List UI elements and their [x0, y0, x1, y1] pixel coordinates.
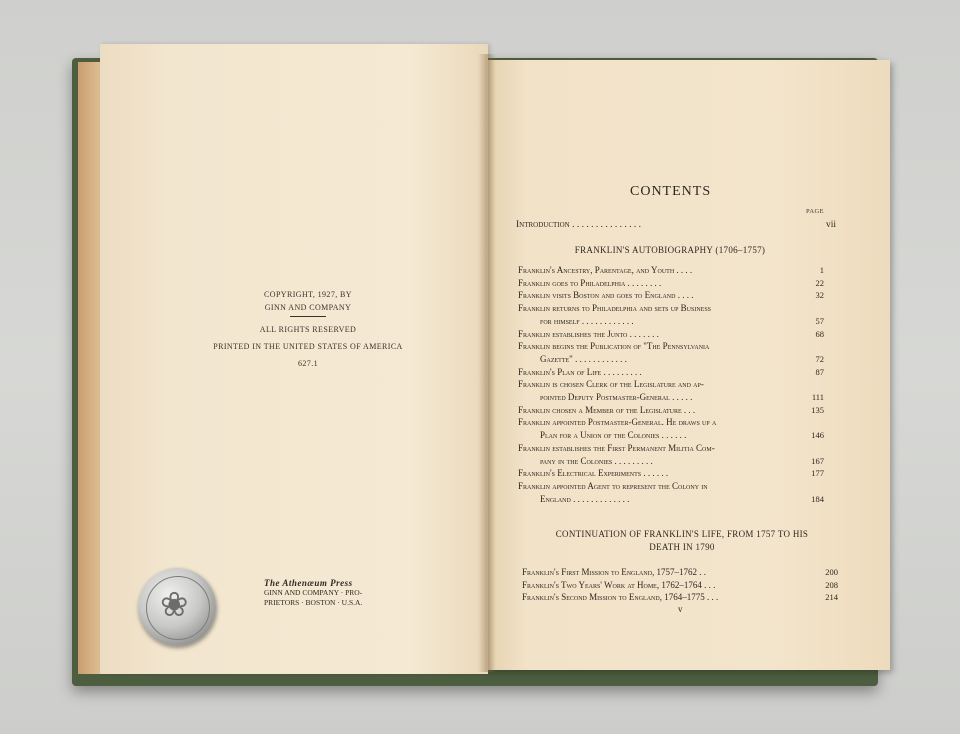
toc-entry — [518, 378, 824, 403]
quarter-coin — [138, 568, 216, 646]
toc-entry-text: pointed Deputy Postmaster-General . . . . . — [540, 392, 693, 403]
toc-entry-page: 72 — [815, 353, 824, 364]
toc-entry-page: 22 — [815, 277, 824, 288]
toc-entry-page: 32 — [815, 290, 824, 301]
section-heading-line: CONTINUATION OF FRANKLIN'S LIFE, FROM 1757 TO HIS — [555, 529, 809, 539]
section-heading — [522, 528, 842, 554]
copyright-line: COPYRIGHT, 1927, BY — [264, 290, 352, 299]
toc-entry-page: 111 — [811, 392, 824, 403]
toc-entry — [518, 277, 824, 290]
toc-entry-text: Franklin chosen a Member of the Legislature . . . — [518, 404, 696, 415]
toc-entry — [518, 302, 824, 327]
press-title: The Athenæum Press — [264, 578, 353, 588]
toc-entry-text: Plan for a Union of the Colonies . . . . . . — [540, 430, 687, 441]
section-heading: FRANKLIN'S AUTOBIOGRAPHY (1706–1757) — [574, 245, 766, 255]
toc-entry — [518, 340, 824, 365]
toc-entry-text: for himself . . . . . . . . . . . . — [540, 315, 634, 326]
toc-entry-text: Franklin's Two Years' Work at Home, 1762–1764 . . . — [522, 579, 716, 590]
press-line: GINN AND COMPANY · PRO- — [264, 588, 363, 597]
book-gutter — [478, 54, 496, 672]
toc-entry-text: Franklin establishes the Junto . . . . . . . — [518, 328, 659, 339]
toc-entry-page: 68 — [815, 328, 824, 339]
toc-entry — [518, 328, 824, 341]
press-imprint — [264, 578, 362, 608]
publisher-name: GINN AND COMPANY — [264, 303, 352, 312]
toc-entry-text: Franklin is chosen Clerk of the Legislature and ap- — [518, 379, 704, 390]
toc-list-autobiography — [518, 264, 824, 505]
press-line: PRIETORS · BOSTON · U.S.A. — [264, 598, 363, 607]
toc-entry-page: 1 — [819, 265, 824, 275]
printed-notice: PRINTED IN THE UNITED STATES OF AMERICA — [213, 342, 403, 351]
page-number: v — [678, 604, 683, 614]
toc-entry-text: England . . . . . . . . . . . . . — [540, 493, 630, 504]
toc-entry — [522, 566, 838, 579]
toc-entry-text: Franklin's Electrical Experiments . . . . . . — [518, 468, 669, 479]
toc-entry — [518, 480, 824, 505]
section-heading-line: DEATH IN 1790 — [649, 542, 715, 552]
eagle-icon: ❀ — [160, 587, 189, 624]
toc-entry-text: Franklin establishes the First Permanent Militia Com- — [518, 442, 715, 453]
toc-entry-label: Introduction . . . . . . . . . . . . . . . — [516, 220, 641, 230]
copyright-block — [202, 288, 414, 370]
toc-entry-text: Franklin begins the Publication of "The Pennsylvania — [518, 341, 710, 352]
toc-entry-page: 177 — [811, 468, 824, 479]
toc-entry-text: Franklin's First Mission to England, 1757–1762 . . — [522, 567, 707, 577]
toc-entry-page: 167 — [811, 455, 824, 466]
toc-entry-page: vii — [825, 220, 836, 230]
toc-entry-text: Franklin's Second Mission to England, 1764–1775 . . . — [522, 592, 719, 603]
toc-entry — [518, 366, 824, 379]
toc-entry — [518, 264, 824, 277]
toc-entry — [518, 467, 824, 480]
toc-entry-text: Franklin visits Boston and goes to England . . . . — [518, 290, 694, 301]
toc-entry-page: 135 — [811, 404, 824, 415]
toc-entry-page: 146 — [811, 430, 824, 441]
toc-entry-text: Franklin returns to Philadelphia and sets up Business — [518, 303, 711, 314]
catalog-code: 627.1 — [298, 359, 318, 368]
toc-entry — [522, 591, 838, 604]
toc-entry-text: Franklin's Ancestry, Parentage, and Youth . . . . — [518, 265, 693, 275]
page-column-label: PAGE — [806, 208, 824, 215]
toc-entry-page: 57 — [815, 315, 824, 326]
toc-entry-text: Franklin's Plan of Life . . . . . . . . . — [518, 366, 642, 377]
toc-entry-text: Franklin appointed Agent to represent the Colony in — [518, 480, 708, 491]
contents-title: CONTENTS — [630, 184, 712, 199]
toc-list-continuation — [522, 566, 838, 604]
toc-entry — [518, 416, 824, 441]
toc-entry-page: 184 — [811, 493, 824, 504]
rights-notice: ALL RIGHTS RESERVED — [259, 325, 357, 334]
toc-entry-text: Franklin goes to Philadelphia . . . . . . . . — [518, 277, 662, 288]
toc-entry-text: Franklin appointed Postmaster-General. He draws up a — [518, 417, 717, 428]
toc-entry — [518, 442, 824, 467]
toc-entry-page: 200 — [825, 567, 838, 577]
toc-entry-page: 87 — [815, 366, 824, 377]
toc-entry — [518, 404, 824, 417]
toc-entry-text: pany in the Colonies . . . . . . . . . — [540, 455, 653, 466]
toc-introduction — [516, 220, 836, 230]
toc-entry — [518, 289, 824, 302]
toc-entry-text: Gazette" . . . . . . . . . . . . — [540, 353, 627, 364]
toc-entry-page: 214 — [825, 592, 838, 603]
toc-entry-page: 208 — [825, 579, 838, 590]
toc-entry — [522, 579, 838, 592]
divider — [290, 316, 326, 317]
